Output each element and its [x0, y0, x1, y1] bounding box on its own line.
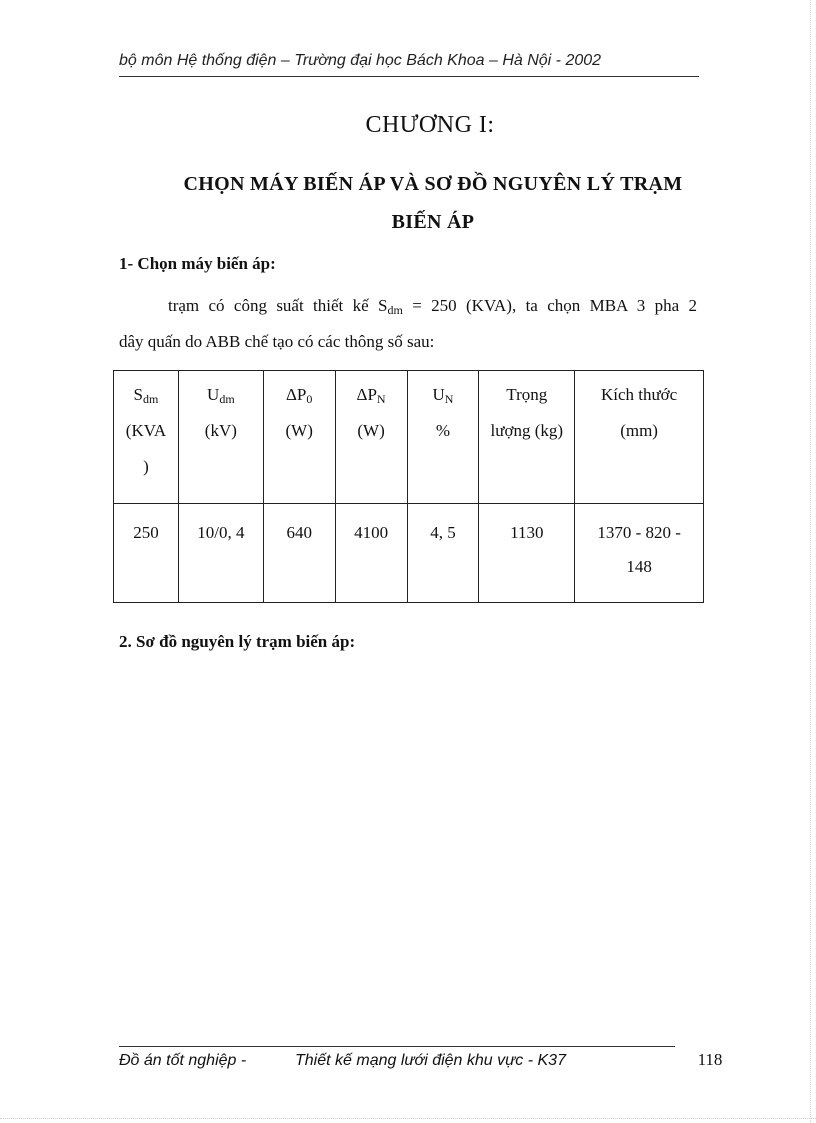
- header-cell-line: (W): [285, 421, 313, 440]
- header-cell-main: [114, 377, 178, 413]
- header-subscript: N: [376, 392, 386, 406]
- header-symbol: U: [207, 385, 220, 404]
- chapter-title-line-2: BIẾN ÁP: [391, 211, 475, 233]
- table-cell-line: 250: [133, 523, 159, 542]
- header-subscript: dm: [219, 392, 235, 406]
- header-cell-line: (kV): [204, 421, 237, 440]
- table-cell-line: 4, 5: [430, 523, 456, 542]
- header-cell-line: (W): [357, 421, 385, 440]
- footer-left-text: Đồ án tốt nghiệp -: [119, 1052, 247, 1069]
- para-text-after: = 250 (KVA), ta chọn MBA 3 pha 2: [402, 296, 698, 315]
- table-cell: [178, 504, 263, 603]
- table-row: [114, 504, 704, 603]
- running-header: bộ môn Hệ thống điện – Trường đại học Bách Khoa – Hà Nội - 2002: [119, 52, 602, 69]
- header-cell-main: [575, 377, 703, 413]
- table-header-cell: [114, 371, 179, 504]
- header-cell-line: lượng (kg): [490, 421, 564, 440]
- chapter-title-line-1: CHỌN MÁY BIẾN ÁP VÀ SƠ ĐỒ NGUYÊN LÝ TRẠM: [183, 173, 683, 195]
- table-cell-line: 4100: [354, 523, 389, 542]
- table-header-cell: [335, 371, 407, 504]
- header-symbol: ΔP: [286, 385, 307, 404]
- section-1-heading: 1- Chọn máy biến áp:: [119, 254, 276, 273]
- para-text-before: trạm có công suất thiết kế S: [168, 296, 388, 315]
- header-symbol: U: [432, 385, 445, 404]
- table-cell: [335, 504, 407, 603]
- header-cell-line: (KVA: [125, 421, 167, 440]
- footer-title-text: Thiết kế mạng lưới điện khu vực - K37: [295, 1052, 566, 1069]
- table-cell: [407, 504, 479, 603]
- table-cell-line: 640: [286, 523, 312, 542]
- page-edge-bottom: [0, 1118, 816, 1119]
- para-subscript: dm: [387, 303, 403, 317]
- header-cell-main: [408, 377, 479, 413]
- table-header-cell: [178, 371, 263, 504]
- header-cell-main: [264, 377, 335, 413]
- table-cell: [479, 504, 575, 603]
- table-cell: [114, 504, 179, 603]
- body-paragraph-line-2: dây quấn do ABB chế tạo có các thông số sau:: [119, 332, 435, 351]
- body-paragraph-line-1: [119, 288, 697, 324]
- table-cell-line: 10/0, 4: [197, 523, 245, 542]
- page-edge-right: [810, 0, 811, 1123]
- header-subscript: 0: [306, 392, 313, 406]
- body-paragraph: [119, 288, 697, 360]
- table-header-row: [114, 371, 704, 504]
- section-2-heading: 2. Sơ đồ nguyên lý trạm biến áp:: [119, 632, 356, 651]
- header-cell-line: (mm): [620, 421, 658, 440]
- table-header-cell: [263, 371, 335, 504]
- header-subscript: dm: [143, 392, 159, 406]
- header-symbol: Kích thước: [600, 385, 678, 404]
- header-cell-main: [336, 377, 407, 413]
- table-cell-line: 1130: [510, 523, 544, 542]
- header-symbol: ΔP: [356, 385, 377, 404]
- header-cell-line: ): [143, 457, 149, 476]
- table-header-cell: [575, 371, 704, 504]
- page-number: 118: [697, 1050, 723, 1069]
- header-rule: [119, 76, 699, 77]
- table-header-cell: [407, 371, 479, 504]
- table-cell: [263, 504, 335, 603]
- table-cell-line: 1370 - 820 -: [597, 523, 681, 542]
- header-cell-main: [179, 377, 263, 413]
- chapter-title: [168, 165, 698, 241]
- footer-rule: [119, 1046, 675, 1047]
- table-cell-line: 148: [626, 557, 652, 576]
- chapter-label: CHƯƠNG I:: [365, 112, 495, 138]
- transformer-spec-table: [113, 370, 704, 603]
- header-symbol: Trọng: [506, 385, 548, 404]
- header-symbol: S: [133, 385, 144, 404]
- table-cell: [575, 504, 704, 603]
- header-cell-line: %: [435, 421, 451, 440]
- header-cell-main: [479, 377, 574, 413]
- header-subscript: N: [444, 392, 454, 406]
- table-header-cell: [479, 371, 575, 504]
